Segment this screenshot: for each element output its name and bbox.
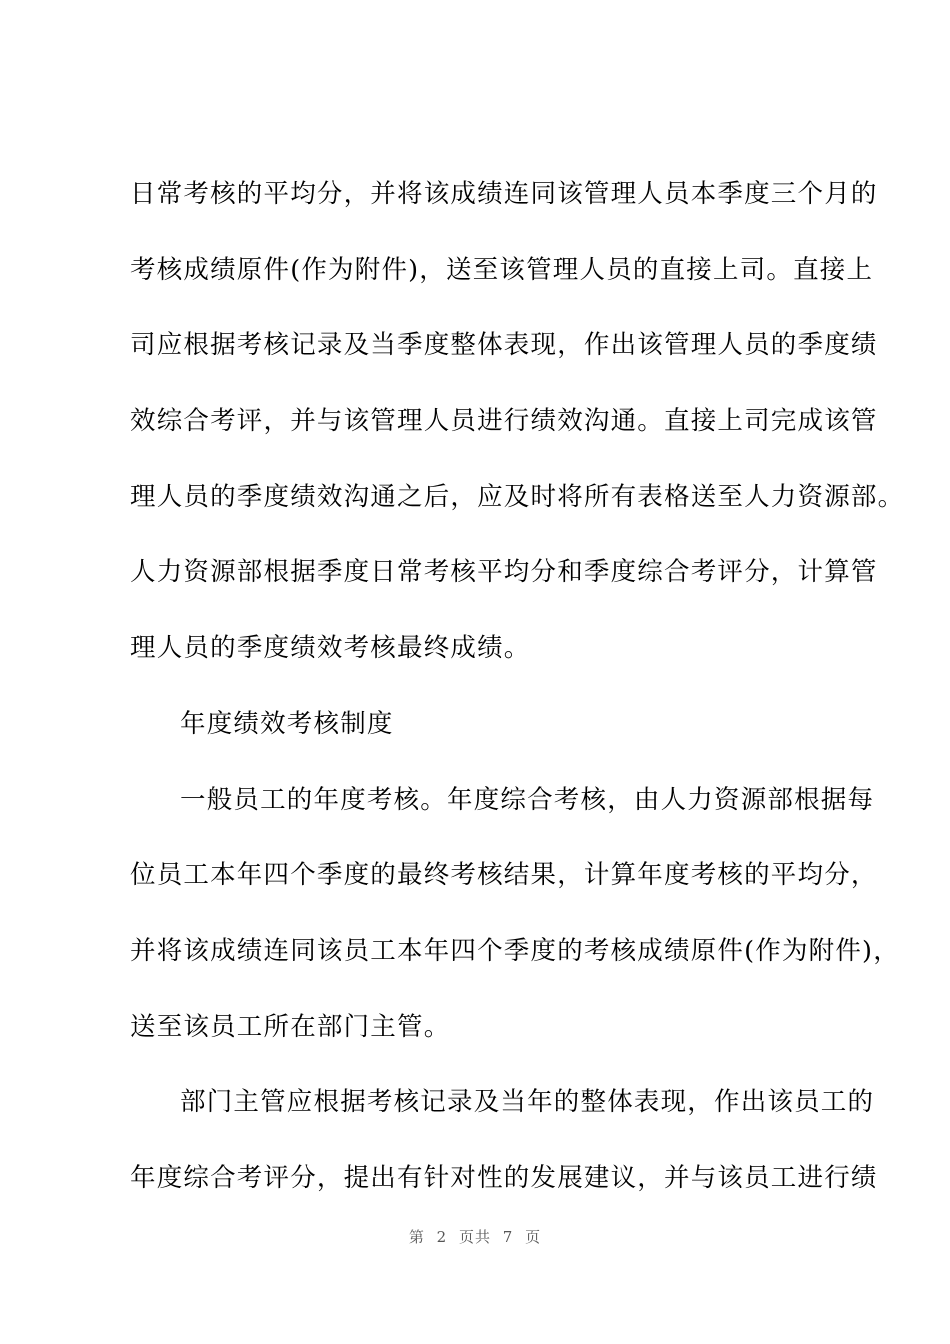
text-line: 年度综合考评分，提出有针对性的发展建议，并与该员工进行绩 <box>130 1162 878 1193</box>
text-line: 考核成绩原件(作为附件)，送至该管理人员的直接上司。直接上 <box>130 254 874 285</box>
document-body <box>130 164 905 1224</box>
text-line: 位员工本年四个季度的最终考核结果，计算年度考核的平均分， <box>130 860 878 891</box>
page-number: 第 2 页共 7 页 <box>408 1228 542 1246</box>
text-line: 一般员工的年度考核。年度综合考核，由人力资源部根据每 <box>180 784 875 815</box>
text-line: 理人员的季度绩效沟通之后，应及时将所有表格送至人力资源部。 <box>130 481 905 512</box>
text-line: 司应根据考核记录及当季度整体表现，作出该管理人员的季度绩 <box>130 330 878 361</box>
section-heading: 年度绩效考核制度 <box>180 708 394 739</box>
text-line: 送至该员工所在部门主管。 <box>130 1011 451 1042</box>
text-line: 部门主管应根据考核记录及当年的整体表现，作出该员工的 <box>180 1087 875 1118</box>
text-line: 效综合考评，并与该管理人员进行绩效沟通。直接上司完成该管 <box>130 406 878 437</box>
text-line: 并将该成绩连同该员工本年四个季度的考核成绩原件(作为附件)， <box>130 935 900 966</box>
text-line: 日常考核的平均分，并将该成绩连同该管理人员本季度三个月的 <box>130 179 878 209</box>
text-line: 理人员的季度绩效考核最终成绩。 <box>130 633 531 664</box>
text-line: 人力资源部根据季度日常考核平均分和季度综合考评分，计算管 <box>130 557 878 588</box>
